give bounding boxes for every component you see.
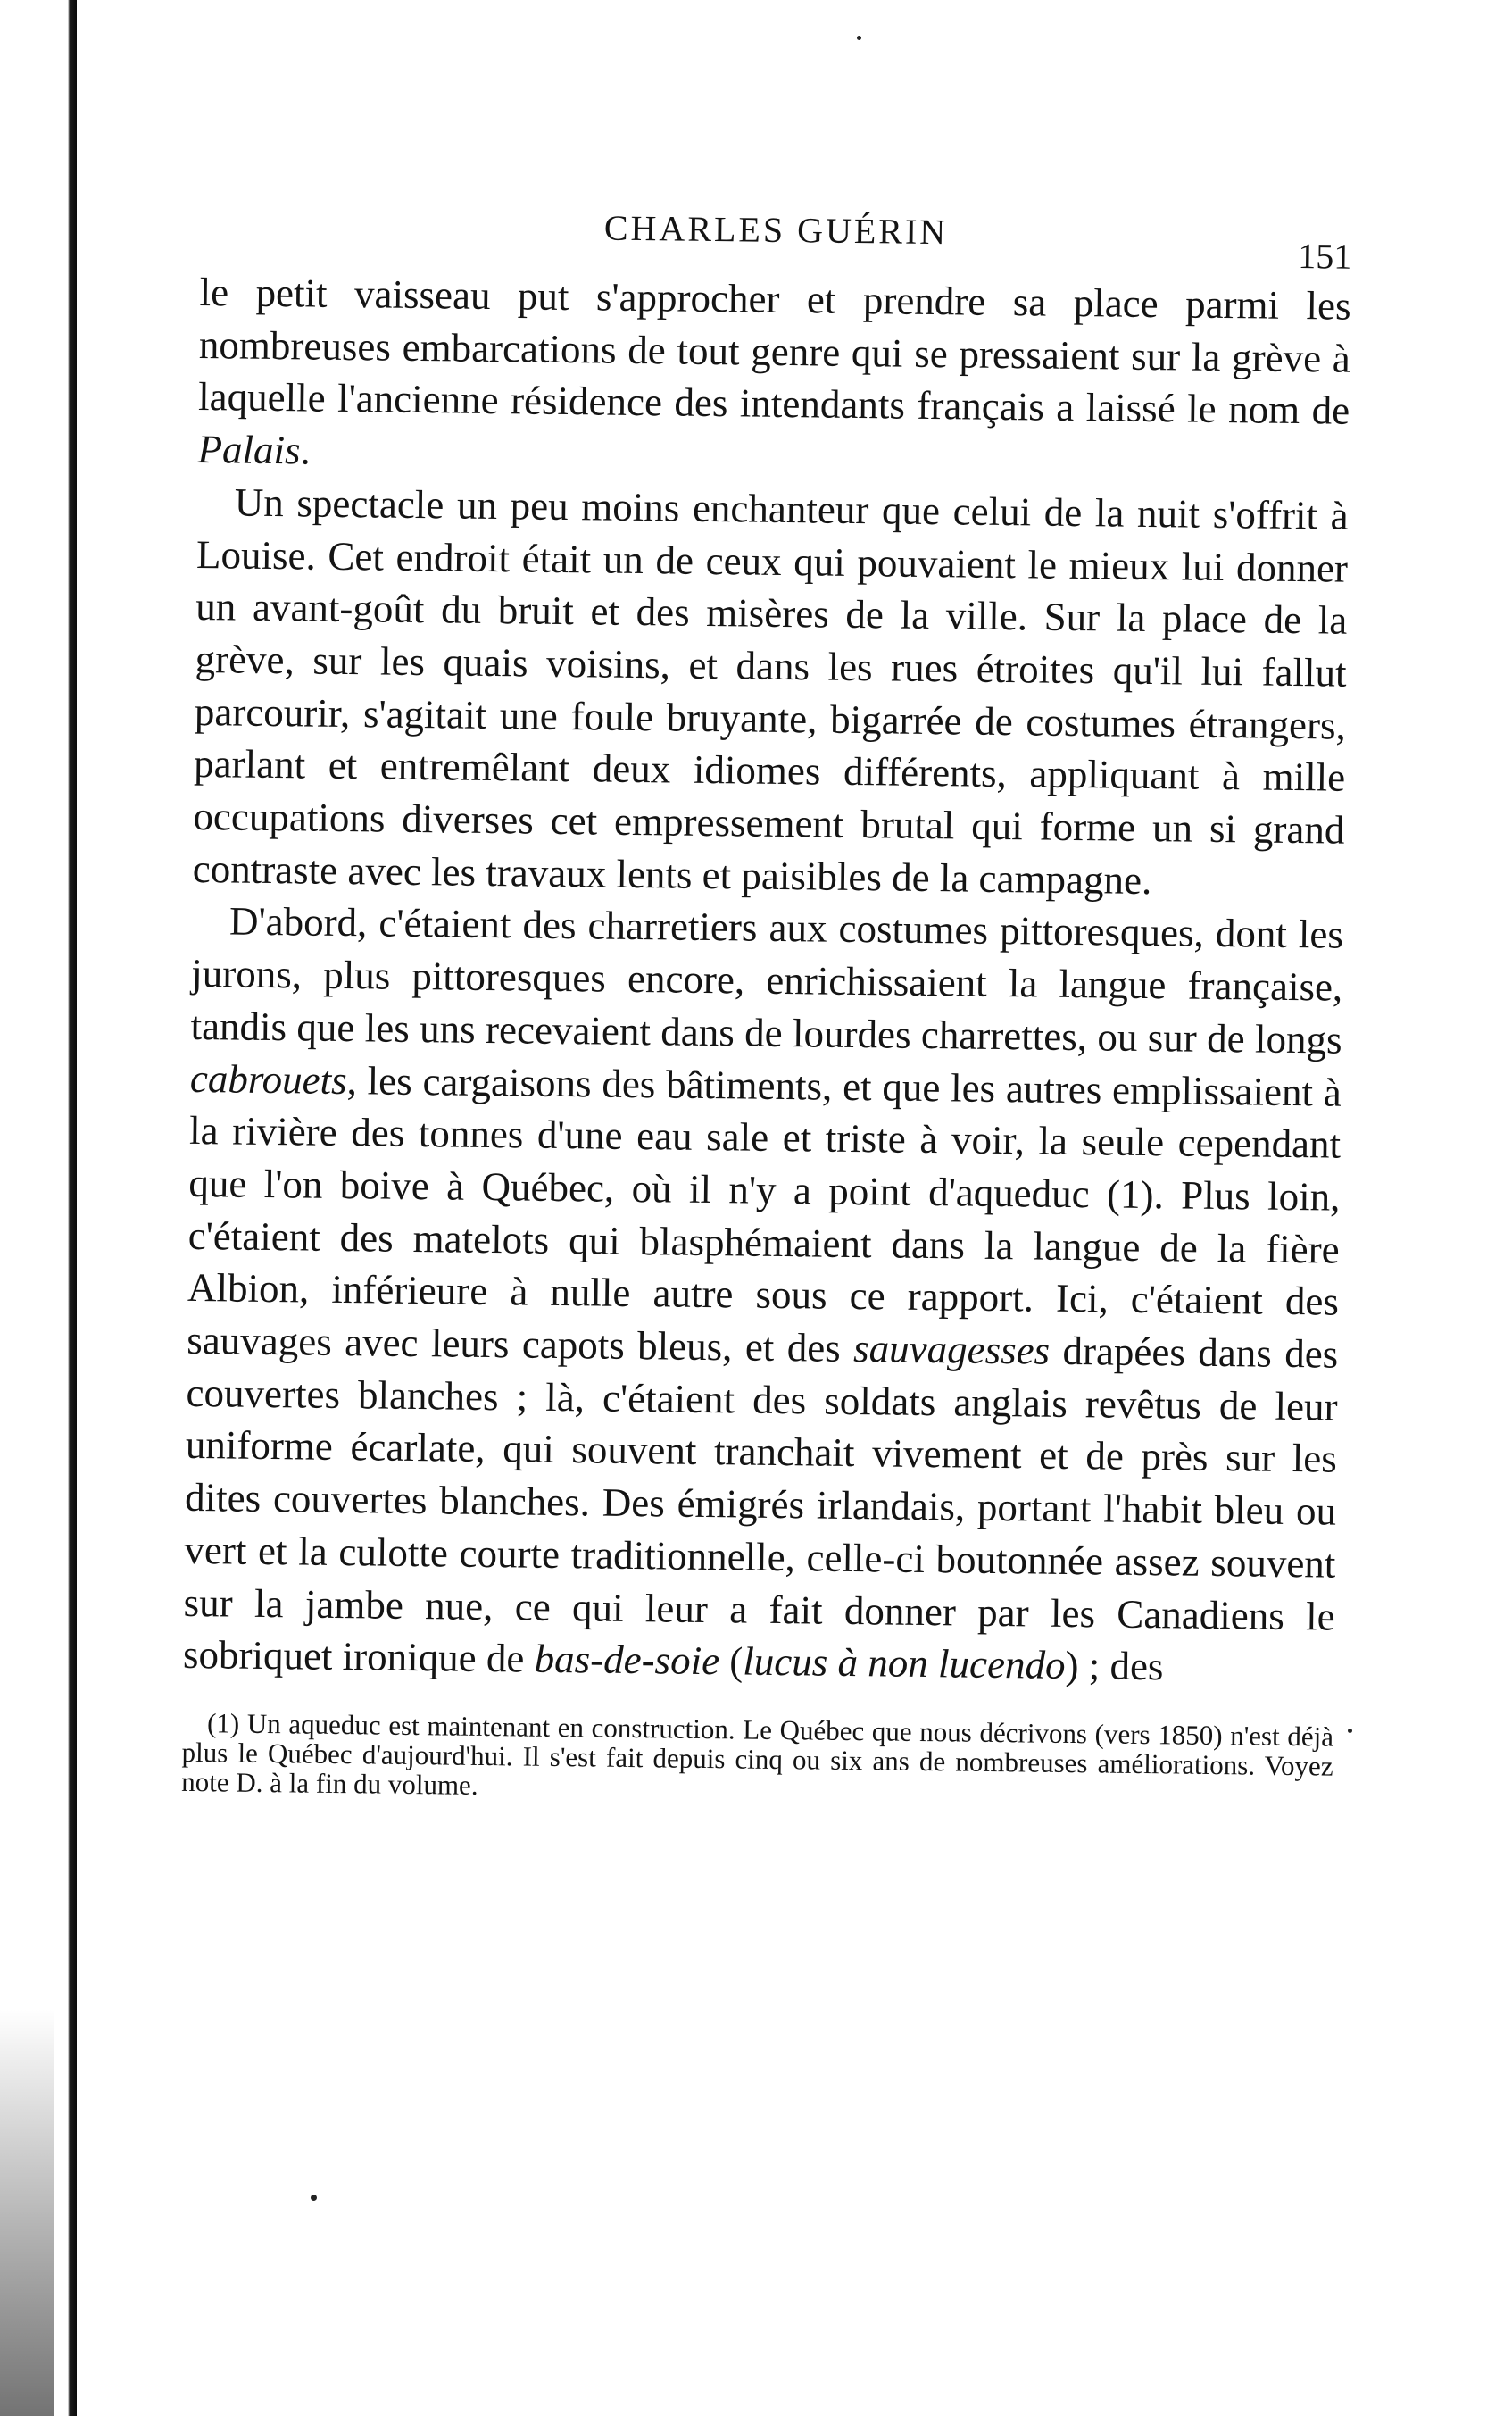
text-run: , les cargaisons des bâtiments, et que les autres emplissaient à la rivière des tonnes d'une eau sale et triste à voir, la seule cependant que l'on boive à Québec, où il n'y a point d'aqueduc (1). Plus loin, c'étaient des matelots qui blasphémaient dans la langue de la fière Albion, inférieure à nulle autre sous ce rapport. Ici, c'étaient des sauvages avec leurs capots bleus, et des: [187, 1057, 1342, 1371]
scan-speck: [857, 36, 861, 40]
paragraph-2: Un spectacle un peu moins enchanteur que celui de la nuit s'offrit à Louise. Cet endroit était un de ceux qui pouvaient le mieux lui donner un avant-goût du bruit et des misères de la ville. Sur la place de la grève, sur les quais voisins, et dans les rues étroites qu'il lui fallut parcourir, s'agitait une foule bruyante, bigarrée de costumes étrangers, parlant et entremêlant deux idiomes différents, appliquant à mille occupations diverses cet empressement brutal qui forme un si grand contraste avec les travaux lents et paisibles de la campagne.: [192, 479, 1350, 903]
footnote-text: Un aqueduc est maintenant en construction. Le Québec que nous décrivons (vers 1850) n'est déjà plus le Québec d'aujourd'hui. Il s'est fait depuis cinq ou six ans de nombreuses améliorations. Voyez note D. à la fin du volume.: [181, 1707, 1334, 1801]
text-run: D'abord, c'étaient des charretiers aux costumes pittoresques, dont les jurons, plus pittoresques encore, enrichissaient la langue française, tandis que les uns recevaient dans de lourdes charrettes, ou sur de longs: [190, 898, 1344, 1062]
footnote-marker: (1): [206, 1707, 240, 1739]
paragraph-1: [197, 266, 1351, 490]
text-run: .: [300, 428, 312, 473]
footnote: [181, 1708, 1333, 1811]
italic-run: Palais: [197, 427, 301, 473]
scan-shadow: [0, 2009, 54, 2416]
running-header: [200, 195, 1352, 280]
running-title: CHARLES GUÉRIN: [603, 207, 949, 253]
scan-speck: [1348, 1729, 1352, 1733]
text-run: (: [719, 1638, 744, 1684]
italic-run: bas-de-soie: [534, 1636, 720, 1684]
italic-run: cabrouets: [189, 1055, 348, 1103]
scan-speck: [311, 2195, 317, 2201]
text-run: drapées dans des couvertes blanches ; là, c'étaient des soldats anglais revêtus de leur uniforme écarlate, qui souvent tranchait vivement et de près sur les dites couvertes blanches. Des émigrés irlandais, portant l'habit bleu ou vert et la culotte courte traditionnelle, celle-ci boutonnée assez souvent sur la jambe nue, ce qui leur a fait donner par les Canadiens le sobriquet ironique de: [182, 1328, 1339, 1681]
book-page: [181, 195, 1352, 1811]
text-run: ) ; des: [1065, 1643, 1164, 1689]
paragraph-3: [183, 895, 1344, 1695]
italic-run: lucus à non lucendo: [743, 1638, 1066, 1688]
italic-run: sauvagesses: [852, 1326, 1051, 1373]
body-text: [183, 266, 1351, 1695]
text-run: le petit vaisseau put s'approcher et prendre sa place parmi les nombreuses embarcations de tout genre qui se pressaient sur la grève à laquelle l'ancienne résidence des intendants français a laissé le nom de: [197, 269, 1351, 434]
page-number: 151: [1297, 236, 1352, 277]
